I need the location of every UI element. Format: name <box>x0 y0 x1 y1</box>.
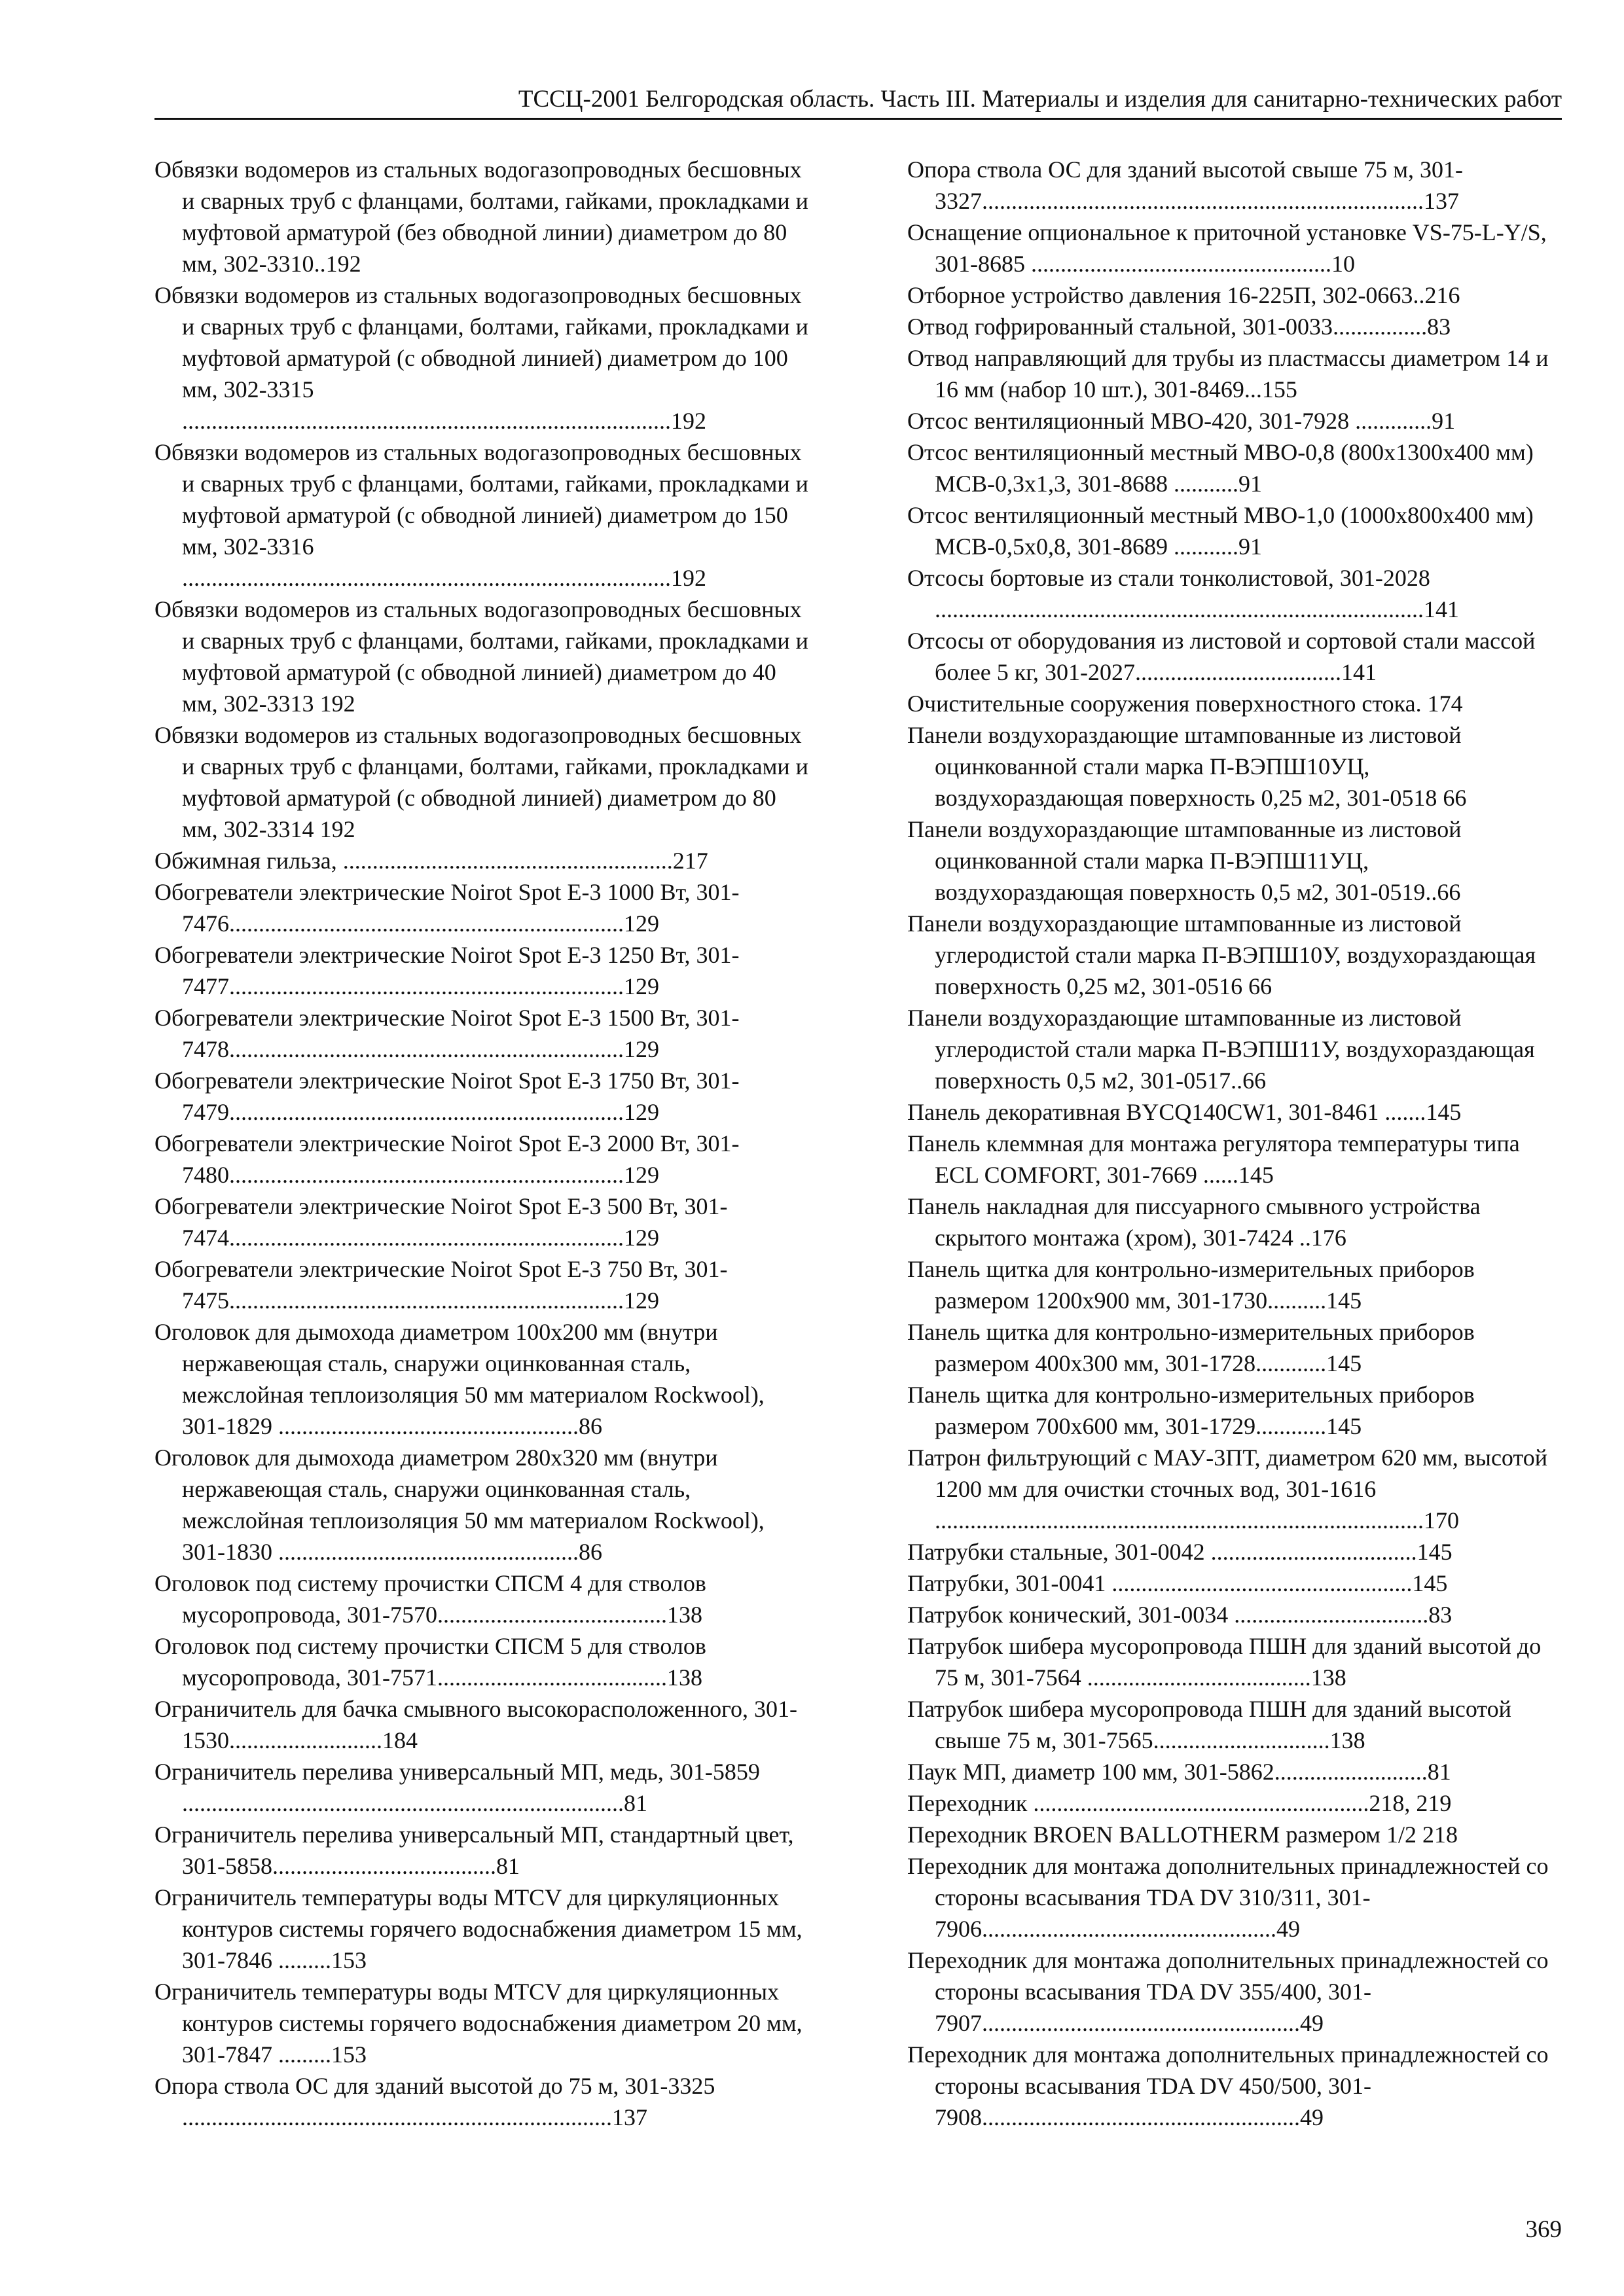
entry-leader: ................................................................................... <box>182 565 671 591</box>
entry-page: 86 <box>579 1413 602 1439</box>
entry-leader: ................................................................... <box>229 973 624 999</box>
entry-leader: ...... <box>1197 1162 1238 1188</box>
entry-page: 81 <box>624 1790 647 1816</box>
entry-text: Панель накладная для писсуарного смывного устройства скрытого монтажа (хром), 301-7424 <box>907 1193 1481 1251</box>
index-entry <box>154 1693 809 1756</box>
index-column-left <box>154 154 809 2133</box>
entry-page: 153 <box>331 2041 367 2068</box>
entry-text: Патрубки стальные, 301-0042 <box>907 1539 1205 1565</box>
entry-leader: ................................................................... <box>229 1036 624 1062</box>
entry-leader: ........................................................................... <box>182 1790 624 1816</box>
entry-text: Обвязки водомеров из стальных водогазопроводных бесшовных и сварных труб с фланцами, болтами, гайками, прокладками и муфтовой арматурой (с обводной линией) диаметром до 40 мм, 302-3313 <box>154 596 808 717</box>
index-entry <box>907 1096 1562 1128</box>
entry-leader: .. <box>1231 1067 1243 1094</box>
entry-leader: .. <box>1425 879 1437 905</box>
entry-leader: ................................................................... <box>229 1287 624 1314</box>
entry-page: 66 <box>1242 1067 1267 1094</box>
index-entry <box>154 594 809 719</box>
entry-leader <box>314 816 320 842</box>
index-entry <box>907 279 1562 311</box>
entry-page: 192 <box>319 816 355 842</box>
entry-leader: ................................... <box>1204 1539 1417 1565</box>
entry-text: Обвязки водомеров из стальных водогазопроводных бесшовных и сварных труб с фланцами, болтами, гайками, прокладками и муфтовой арматурой (с обводной линией) диаметром до 100 мм, 302-3315 <box>154 282 808 403</box>
entry-leader: ....................................... <box>437 1602 668 1628</box>
entry-leader <box>1437 785 1443 811</box>
entry-leader: ......................................................... <box>1027 1790 1369 1816</box>
entry-text: Панели воздухораздающие штампованные из листовой углеродистой стали марка П-ВЭПШ10У, воздухораздающая поверхность 0,25 м2, 301-0516 <box>907 910 1536 999</box>
entry-leader: ...................................................... <box>982 2010 1300 2036</box>
index-entry <box>154 939 809 1002</box>
entry-leader: ................................................... <box>1106 1570 1413 1596</box>
entry-page: 141 <box>1424 596 1459 622</box>
entry-text: Ограничитель температуры воды MTCV для циркуляционных контуров системы горячего водоснабжения диаметром 20 мм, 301-7847 <box>154 1979 803 2068</box>
entry-leader: ...................................................... <box>982 2104 1300 2130</box>
entry-text: Оголовок для дымохода диаметром 280х320 мм (внутри нержавеющая сталь, снаружи оцинкованная сталь, межслойная теплоизоляция 50 мм материалом Rockwool), 301-1830 <box>154 1444 765 1565</box>
entry-leader: ................................................................... <box>229 910 624 937</box>
index-entry <box>907 908 1562 1002</box>
entry-page: 66 <box>1437 879 1461 905</box>
entry-leader <box>1416 1821 1422 1848</box>
entry-text: Панель декоративная BYCQ140CW1, 301-8461 <box>907 1099 1379 1125</box>
entry-page: 155 <box>1261 376 1297 403</box>
entry-leader: ... <box>1244 376 1262 403</box>
entry-page: 176 <box>1310 1225 1346 1251</box>
entry-leader: ....... <box>1379 1099 1426 1125</box>
page-number: 369 <box>1525 2216 1562 2243</box>
entry-leader: ......... <box>272 2041 331 2068</box>
index-entry <box>154 279 809 437</box>
entry-text: Оголовок под систему прочистки СПСМ 4 для стволов мусоропровода, 301-7570 <box>154 1570 706 1628</box>
entry-text: Обогреватели электрические Noirot Spot E-3 500 Вт, 301-7474 <box>154 1193 728 1251</box>
entry-page: 218 <box>1422 1821 1458 1848</box>
entry-page: 138 <box>667 1664 703 1691</box>
index-column-right <box>907 154 1562 2133</box>
entry-text: Панель щитка для контрольно-измерительных приборов размером 700х600 мм, 301-1729 <box>907 1382 1475 1439</box>
index-entry <box>154 1976 809 2070</box>
entry-page: 192 <box>325 251 361 277</box>
entry-page: 218, 219 <box>1369 1790 1452 1816</box>
index-entry <box>154 876 809 939</box>
entry-text: Переходник для монтажа дополнительных принадлежностей со стороны всасывания TDA DV 450/500, 301-7908 <box>907 2041 1549 2130</box>
index-entry <box>907 562 1562 625</box>
index-entry <box>907 688 1562 719</box>
entry-page: 137 <box>1424 188 1459 214</box>
index-entry <box>154 1128 809 1191</box>
entry-leader: .. <box>1413 282 1425 308</box>
entry-text: Оголовок для дымохода диаметром 100х200 мм (внутри нержавеющая сталь, снаружи оцинкованная сталь, межслойная теплоизоляция 50 мм материалом Rockwool), 301-1829 <box>154 1319 765 1439</box>
entry-page: 192 <box>319 691 355 717</box>
entry-text: Отсосы от оборудования из листовой и сортовой стали массой более 5 кг, 301-2027 <box>907 628 1536 685</box>
entry-leader: .......................... <box>1274 1759 1428 1785</box>
entry-page: 145 <box>1326 1350 1362 1376</box>
index-entry <box>907 1568 1562 1599</box>
running-header <box>154 85 1562 120</box>
entry-leader <box>1242 973 1248 999</box>
index-entry <box>907 719 1562 814</box>
entry-page: 145 <box>1326 1413 1362 1439</box>
index-entry <box>907 1756 1562 1787</box>
entry-leader: ........................................................ <box>336 848 673 874</box>
entry-leader: ................................................................................... <box>182 408 671 434</box>
entry-page: 145 <box>1238 1162 1274 1188</box>
index-entry <box>154 719 809 845</box>
entry-page: 49 <box>1276 1916 1300 1942</box>
entry-page: 138 <box>667 1602 703 1628</box>
entry-text: Оголовок под систему прочистки СПСМ 5 для стволов мусоропровода, 301-7571 <box>154 1633 706 1691</box>
index-entry <box>907 1316 1562 1379</box>
index-entry <box>907 625 1562 688</box>
entry-text: Обогреватели электрические Noirot Spot E-3 2000 Вт, 301-7480 <box>154 1130 740 1188</box>
entry-page: 145 <box>1426 1099 1462 1125</box>
entry-leader: ................................................................................... <box>935 596 1424 622</box>
entry-page: 66 <box>1443 785 1467 811</box>
entry-leader: ............. <box>1349 408 1432 434</box>
entry-text: Панели воздухораздающие штампованные из листовой углеродистой стали марка П-ВЭПШ11У, воздухораздающая поверхность 0,5 м2, 301-0517 <box>907 1005 1535 1094</box>
entry-text: Очистительные сооружения поверхностного стока. <box>907 691 1422 717</box>
entry-page: 83 <box>1428 1602 1453 1628</box>
entry-text: Патрон фильтрующий с МАУ-3ПТ, диаметром 620 мм, высотой 1200 мм для очистки сточных вод, 301-1616 <box>907 1444 1547 1502</box>
index-entry <box>907 1536 1562 1568</box>
entry-page: 129 <box>624 1162 659 1188</box>
entry-leader: ................................................... <box>272 1413 579 1439</box>
entry-text: Переходник BROEN BALLOTHERM размером 1/2 <box>907 1821 1416 1848</box>
entry-leader: .......................... <box>229 1727 382 1753</box>
entry-leader: ...................................... <box>1081 1664 1311 1691</box>
index-entry <box>154 1630 809 1693</box>
entry-leader: ....................................... <box>437 1664 668 1691</box>
index-entry <box>907 1850 1562 1945</box>
entry-page: 81 <box>1427 1759 1451 1785</box>
entry-leader: ................................................................................... <box>935 1507 1424 1534</box>
entry-text: Обжимная гильза, <box>154 848 337 874</box>
entry-leader: ......................................................................... <box>182 2104 612 2130</box>
entry-page: 217 <box>672 848 708 874</box>
index-entry <box>154 1253 809 1316</box>
entry-page: 49 <box>1300 2104 1324 2130</box>
entry-leader <box>1422 691 1428 717</box>
index-entry <box>154 1819 809 1882</box>
entry-page: 66 <box>1248 973 1272 999</box>
entry-leader: ................................... <box>1134 659 1341 685</box>
index-entry <box>154 437 809 594</box>
index-entry <box>154 845 809 876</box>
entry-leader: .............................. <box>1153 1727 1330 1753</box>
index-entry <box>907 342 1562 405</box>
index-entry <box>907 1379 1562 1442</box>
entry-page: 91 <box>1238 533 1263 560</box>
entry-leader: ........... <box>1168 533 1239 560</box>
entry-text: Патрубки, 301-0041 <box>907 1570 1106 1596</box>
entry-page: 81 <box>496 1853 520 1879</box>
entry-text: Ограничитель для бачка смывного высокорасположенного, 301-1530 <box>154 1696 797 1753</box>
entry-text: Переходник для монтажа дополнительных принадлежностей со стороны всасывания TDA DV 355/400, 301-7907 <box>907 1947 1549 2036</box>
entry-page: 137 <box>612 2104 647 2130</box>
entry-page: 129 <box>624 1225 659 1251</box>
entry-leader: .................................................. <box>982 1916 1276 1942</box>
entry-text: Панель щитка для контрольно-измерительных приборов размером 1200х900 мм, 301-1730 <box>907 1256 1475 1314</box>
entry-leader: ............ <box>1255 1350 1327 1376</box>
entry-text: Ограничитель температуры воды MTCV для циркуляционных контуров системы горячего водоснабжения диаметром 15 мм, 301-7846 <box>154 1884 803 1973</box>
entry-page: 192 <box>671 408 706 434</box>
entry-text: Патрубок шибера мусоропровода ПШН для зданий высотой свыше 75 м, 301-7565 <box>907 1696 1511 1753</box>
index-entry <box>154 1065 809 1128</box>
index-entry <box>907 217 1562 279</box>
index-entry <box>907 1819 1562 1850</box>
entry-page: 49 <box>1300 2010 1324 2036</box>
entry-text: Обогреватели электрические Noirot Spot E-3 750 Вт, 301-7475 <box>154 1256 728 1314</box>
index-entry <box>907 499 1562 562</box>
entry-leader <box>314 691 320 717</box>
entry-leader: ................................................................... <box>229 1162 624 1188</box>
entry-page: 145 <box>1326 1287 1362 1314</box>
entry-page: 129 <box>624 973 659 999</box>
entry-leader: ................................................................... <box>229 1225 624 1251</box>
index-entry <box>154 1756 809 1819</box>
entry-leader: ................................. <box>1228 1602 1429 1628</box>
entry-text: Отборное устройство давления 16-225П, 302-0663 <box>907 282 1413 308</box>
entry-leader: ......... <box>272 1947 331 1973</box>
index-entry <box>907 1787 1562 1819</box>
entry-leader: ............ <box>1255 1413 1327 1439</box>
index-entry <box>154 2070 809 2133</box>
entry-page: 184 <box>382 1727 418 1753</box>
index-entry <box>154 1191 809 1253</box>
entry-page: 129 <box>624 1099 659 1125</box>
entry-text: Опора ствола ОС для зданий высотой свыше 75 м, 301-3327 <box>907 156 1463 214</box>
index-entry <box>154 1882 809 1976</box>
entry-text: Переходник для монтажа дополнительных принадлежностей со стороны всасывания TDA DV 310/311, 301-7906 <box>907 1853 1549 1942</box>
entry-text: Паук МП, диаметр 100 мм, 301-5862 <box>907 1759 1274 1785</box>
entry-text: Обвязки водомеров из стальных водогазопроводных бесшовных и сварных труб с фланцами, болтами, гайками, прокладками и муфтовой арматурой (без обводной линии) диаметром до 80 мм, 302-3310 <box>154 156 808 277</box>
entry-page: 138 <box>1329 1727 1365 1753</box>
entry-text: Переходник <box>907 1790 1028 1816</box>
entry-text: Обвязки водомеров из стальных водогазопроводных бесшовных и сварных труб с фланцами, болтами, гайками, прокладками и муфтовой арматурой (с обводной линией) диаметром до 150 мм, 302-3316 <box>154 439 808 560</box>
entry-text: Панель щитка для контрольно-измерительных приборов размером 400х300 мм, 301-1728 <box>907 1319 1475 1376</box>
index-entry <box>907 814 1562 908</box>
index-entry <box>907 1002 1562 1096</box>
entry-page: 145 <box>1416 1539 1453 1565</box>
entry-leader: ...................................... <box>272 1853 496 1879</box>
index-entry <box>154 1316 809 1442</box>
entry-page: 10 <box>1331 251 1355 277</box>
entry-text: Ограничитель перелива универсальный МП, медь, 301-5859 <box>154 1759 760 1785</box>
entry-page: 170 <box>1424 1507 1459 1534</box>
entry-leader: ................................................................... <box>229 1099 624 1125</box>
index-entry <box>154 1002 809 1065</box>
entry-page: 141 <box>1341 659 1377 685</box>
entry-text: Обогреватели электрические Noirot Spot E-3 1000 Вт, 301-7476 <box>154 879 740 937</box>
entry-text: Опора ствола ОС для зданий высотой до 75 м, 301-3325 <box>154 2073 715 2099</box>
entry-leader: .. <box>314 251 326 277</box>
entry-text: Патрубок конический, 301-0034 <box>907 1602 1229 1628</box>
index-entry <box>907 1693 1562 1756</box>
entry-text: Отвод направляющий для трубы из пластмассы диаметром 14 и 16 мм (набор 10 шт.), 301-8469 <box>907 345 1549 403</box>
entry-text: Ограничитель перелива универсальный МП, стандартный цвет, 301-5858 <box>154 1821 794 1879</box>
running-header-title: ТССЦ-2001 Белгородская область. Часть III. Материалы и изделия для санитарно-технических работ <box>518 86 1562 113</box>
entry-text: Оснащение опциональное к приточной установке VS-75-L-Y/S, 301-8685 <box>907 219 1547 277</box>
index-entry <box>154 1442 809 1568</box>
index-entry <box>907 405 1562 437</box>
index-entry <box>907 1630 1562 1693</box>
entry-text: Обогреватели электрические Noirot Spot E-3 1750 Вт, 301-7479 <box>154 1067 740 1125</box>
entry-page: 91 <box>1238 471 1263 497</box>
index-entry <box>907 311 1562 342</box>
index-entry <box>907 2039 1562 2133</box>
entry-text: Панели воздухораздающие штампованные из листовой оцинкованной стали марка П-ВЭПШ10УЦ, воздухораздающая поверхность 0,25 м2, 301-0518 <box>907 722 1462 811</box>
entry-text: Обвязки водомеров из стальных водогазопроводных бесшовных и сварных труб с фланцами, болтами, гайками, прокладками и муфтовой арматурой (с обводной линией) диаметром до 80 мм, 302-3314 <box>154 722 808 842</box>
index-entry <box>907 1442 1562 1536</box>
index-entry <box>154 154 809 279</box>
entry-page: 192 <box>671 565 706 591</box>
entry-page: 86 <box>579 1539 602 1565</box>
entry-leader: ................................................... <box>272 1539 579 1565</box>
index-entry <box>907 1945 1562 2039</box>
index-entry <box>907 1128 1562 1191</box>
entry-text: Патрубок шибера мусоропровода ПШН для зданий высотой до 75 м, 301-7564 <box>907 1633 1542 1691</box>
index-entry <box>907 1191 1562 1253</box>
entry-text: Отсос вентиляционный МВО-420, 301-7928 <box>907 408 1350 434</box>
entry-leader: ........................................................................... <box>982 188 1424 214</box>
entry-page: 91 <box>1432 408 1456 434</box>
entry-page: 138 <box>1310 1664 1346 1691</box>
index-entry <box>907 1599 1562 1630</box>
entry-text: Отсос вентиляционный местный МВО-1,0 (1000х800х400 мм) МСВ-0,5х0,8, 301-8689 <box>907 502 1534 560</box>
entry-text: Отсос вентиляционный местный МВО-0,8 (800х1300х400 мм) МСВ-0,3х1,3, 301-8688 <box>907 439 1534 497</box>
entry-leader: ................................................... <box>1025 251 1331 277</box>
entry-page: 174 <box>1427 691 1463 717</box>
entry-page: 129 <box>624 1287 659 1314</box>
entry-text: Панели воздухораздающие штампованные из листовой оцинкованной стали марка П-ВЭПШ11УЦ, воздухораздающая поверхность 0,5 м2, 301-0519 <box>907 816 1462 905</box>
entry-text: Панель клеммная для монтажа регулятора температуры типа ECL COMFORT, 301-7669 <box>907 1130 1520 1188</box>
entry-leader: ........... <box>1168 471 1239 497</box>
entry-text: Обогреватели электрические Noirot Spot E-3 1250 Вт, 301-7477 <box>154 942 740 999</box>
index-entry <box>907 154 1562 217</box>
entry-text: Обогреватели электрические Noirot Spot E-3 1500 Вт, 301-7478 <box>154 1005 740 1062</box>
entry-text: Отвод гофрированный стальной, 301-0033 <box>907 314 1333 340</box>
entry-leader: ................ <box>1333 314 1428 340</box>
entry-page: 129 <box>624 1036 659 1062</box>
entry-leader: .. <box>1293 1225 1311 1251</box>
entry-page: 145 <box>1412 1570 1448 1596</box>
entry-page: 129 <box>624 910 659 937</box>
entry-leader: .......... <box>1267 1287 1327 1314</box>
index-entry <box>907 1253 1562 1316</box>
index-entry <box>907 437 1562 499</box>
entry-page: 153 <box>331 1947 367 1973</box>
entry-text: Отсосы бортовые из стали тонколистовой, 301-2028 <box>907 565 1430 591</box>
index-entry <box>154 1568 809 1630</box>
entry-page: 83 <box>1427 314 1451 340</box>
entry-page: 216 <box>1424 282 1460 308</box>
